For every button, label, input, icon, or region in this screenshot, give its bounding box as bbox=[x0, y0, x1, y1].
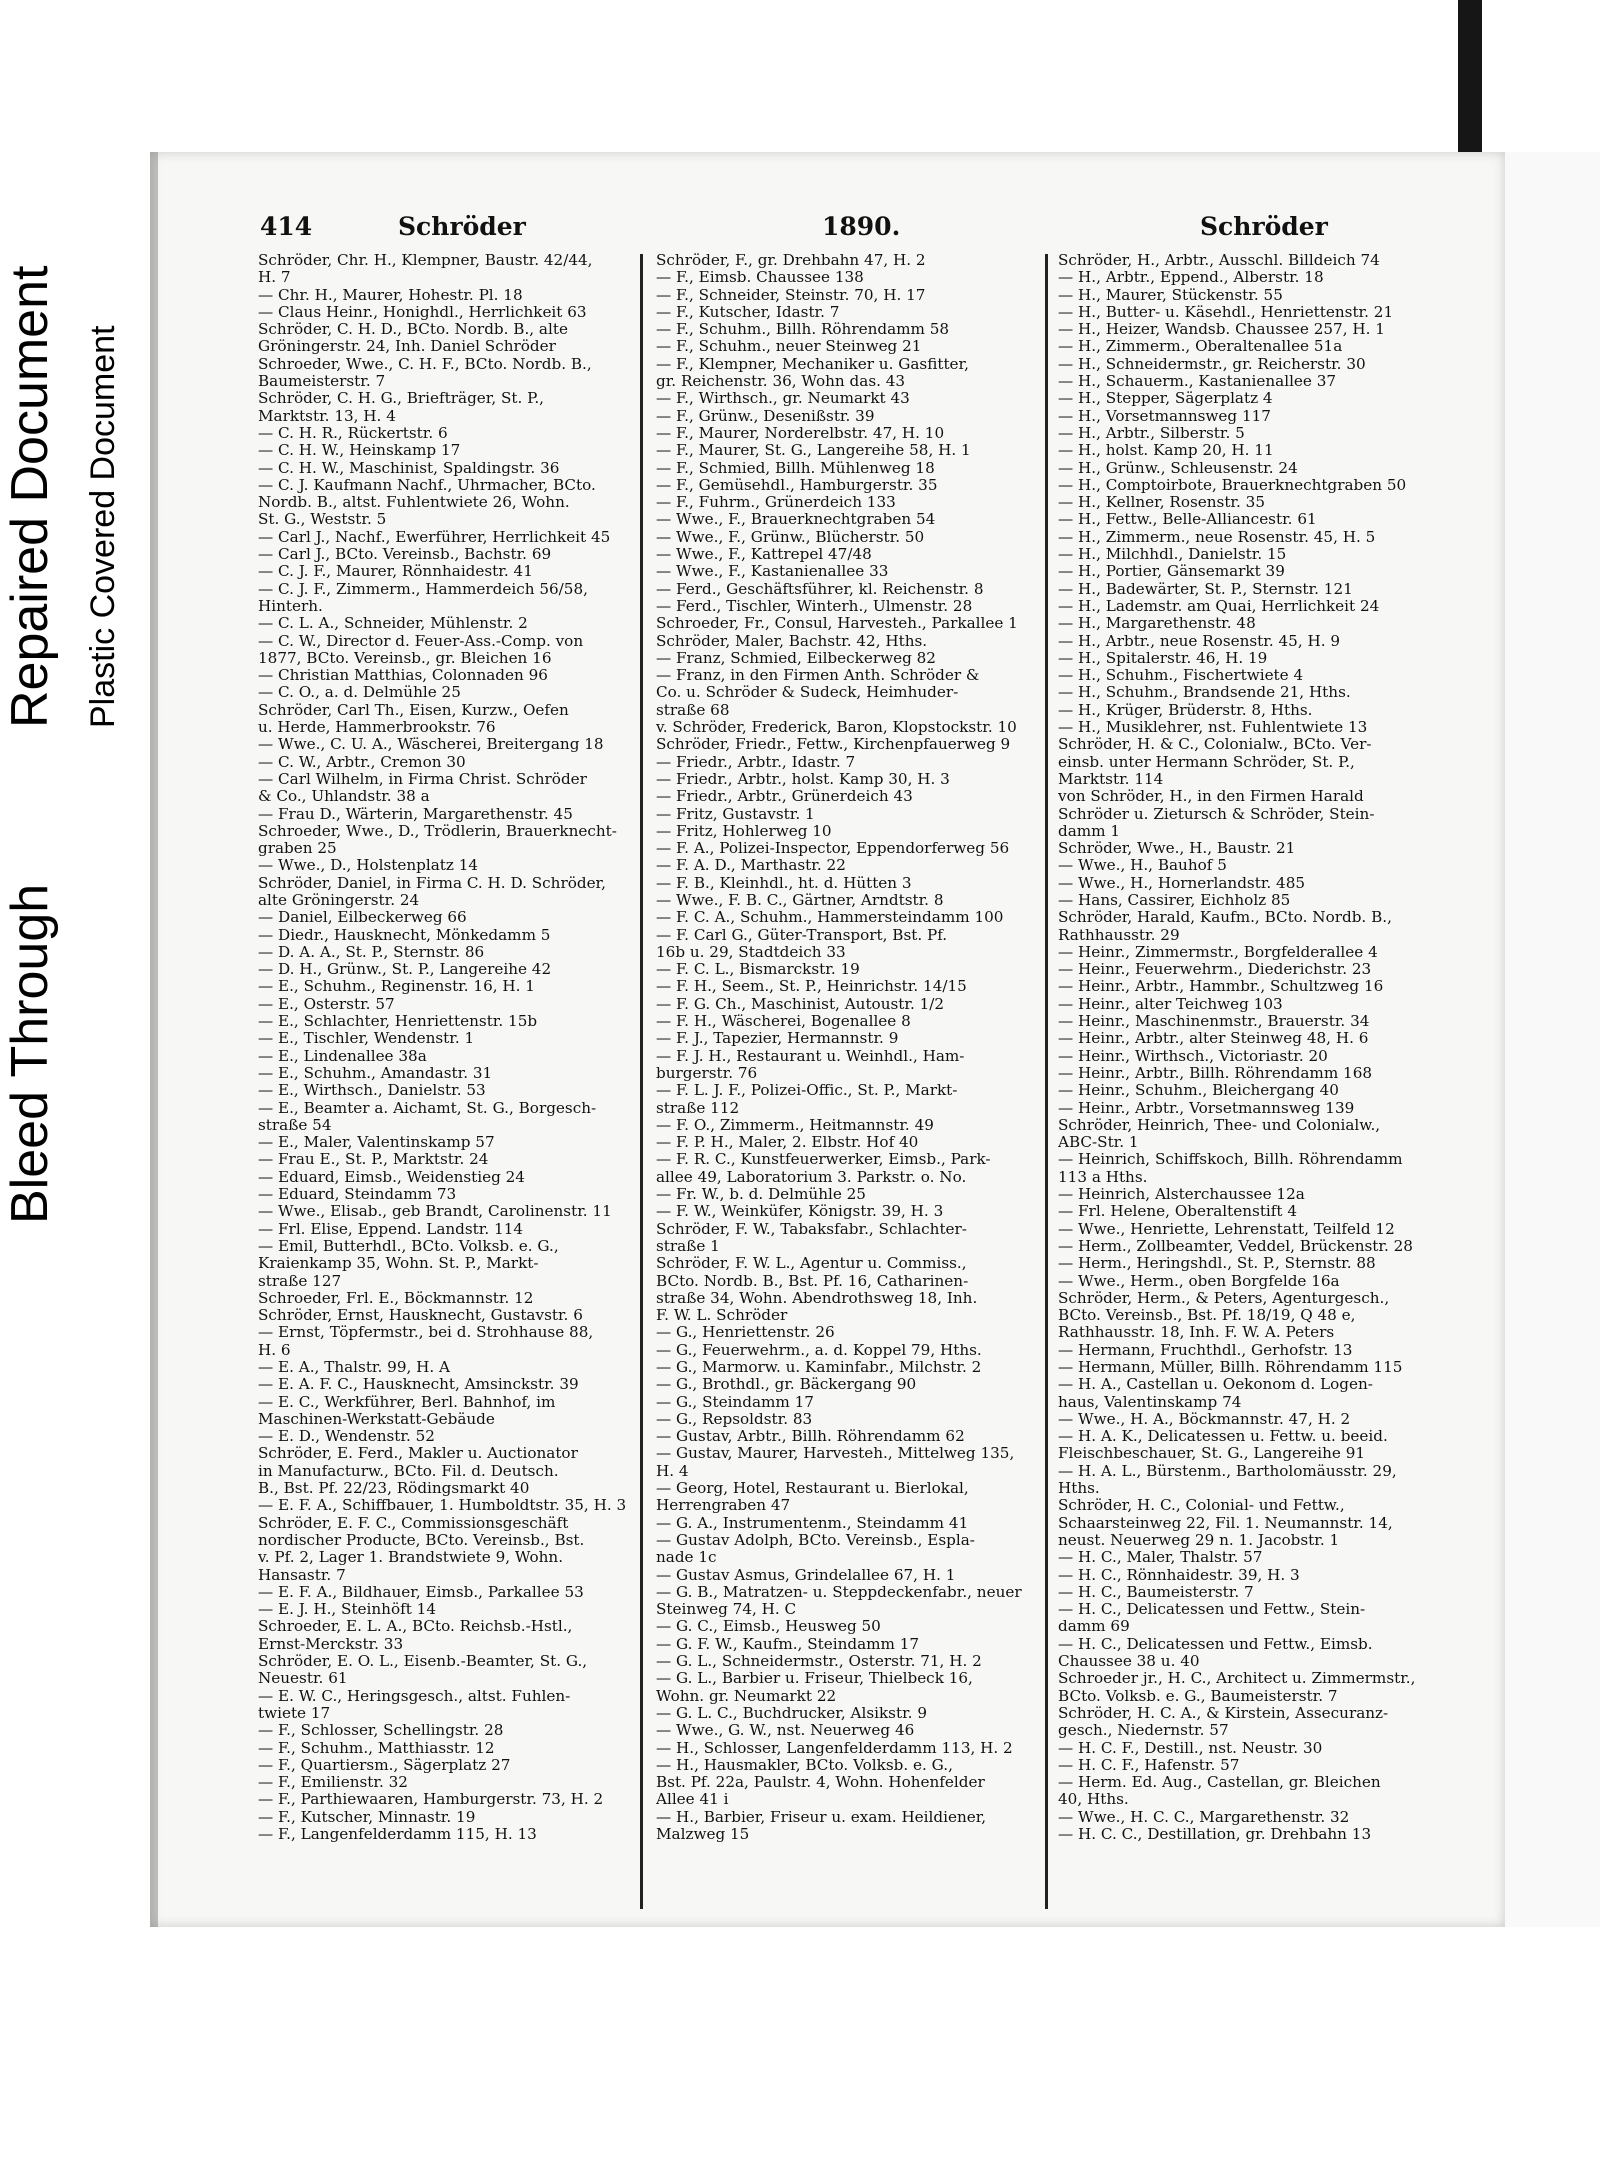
directory-entry-line: graben 25 bbox=[258, 839, 337, 858]
directory-entry-line: — H. C. F., Destill., nst. Neustr. 30 bbox=[1058, 1738, 1323, 1757]
directory-entry-line: gesch., Niedernstr. 57 bbox=[1058, 1721, 1229, 1740]
directory-entry-line: H. 4 bbox=[656, 1461, 689, 1480]
directory-entry-line: — Heinr., Feuerwehrm., Diederichstr. 23 bbox=[1058, 960, 1372, 979]
directory-entry-line: — C. J. F., Maurer, Rönnhaidestr. 41 bbox=[258, 562, 533, 581]
directory-entry-line: Marktstr. 114 bbox=[1058, 769, 1164, 788]
directory-entry-line: nade 1c bbox=[656, 1548, 717, 1567]
directory-entry-line: — F. W., Weinküfer, Königstr. 39, H. 3 bbox=[656, 1202, 944, 1221]
directory-entry-line: alte Gröningerstr. 24 bbox=[258, 890, 420, 909]
directory-entry-line: u. Herde, Hammerbrookstr. 76 bbox=[258, 718, 496, 737]
directory-entry-line: — Carl Wilhelm, in Firma Christ. Schröder bbox=[258, 769, 587, 788]
directory-entry-line: — F., Schmied, Billh. Mühlenweg 18 bbox=[656, 458, 935, 477]
directory-entry-line: Kraienkamp 35, Wohn. St. P., Markt- bbox=[258, 1254, 539, 1273]
directory-entry-line: Nordb. B., altst. Fuhlentwiete 26, Wohn. bbox=[258, 493, 570, 512]
directory-entry-line: — Fritz, Gustavstr. 1 bbox=[656, 804, 815, 823]
directory-entry-line: — Heinrich, Alsterchaussee 12a bbox=[1058, 1185, 1305, 1204]
directory-entry-line: — G., Brothdl., gr. Bäckergang 90 bbox=[656, 1375, 917, 1394]
column-rule bbox=[1045, 254, 1048, 1909]
directory-entry-line: — Fr. W., b. d. Delmühle 25 bbox=[656, 1185, 866, 1204]
directory-entry-line: gr. Reichenstr. 36, Wohn das. 43 bbox=[656, 372, 906, 391]
directory-entry-line: — Wwe., F., Kattrepel 47/48 bbox=[656, 545, 872, 564]
directory-entry-line: Schröder u. Zietursch & Schröder, Stein- bbox=[1058, 804, 1375, 823]
directory-entry-line: — Eduard, Steindamm 73 bbox=[258, 1185, 457, 1204]
directory-entry-line: — F., Emilienstr. 32 bbox=[258, 1773, 408, 1792]
directory-entry-line: Wohn. gr. Neumarkt 22 bbox=[656, 1686, 837, 1705]
directory-entry-line: — C. H. W., Maschinist, Spaldingstr. 36 bbox=[258, 458, 560, 477]
directory-entry-line: — F., Parthiewaaren, Hamburgerstr. 73, H. 2 bbox=[258, 1790, 604, 1809]
directory-entry-line: Schröder, F., gr. Drehbahn 47, H. 2 bbox=[656, 252, 926, 269]
directory-entry-line: — H., Zimmerm., neue Rosenstr. 45, H. 5 bbox=[1058, 527, 1376, 546]
directory-entry-line: — Heinrich, Schiffskoch, Billh. Röhrendamm bbox=[1058, 1150, 1403, 1169]
directory-entry-line: Schröder, E. O. L., Eisenb.-Beamter, St. G., bbox=[258, 1652, 588, 1671]
directory-entry-line: BCto. Vereinsb., Bst. Pf. 18/19, Q 48 e, bbox=[1058, 1306, 1356, 1325]
directory-entry-line: — C. O., a. d. Delmühle 25 bbox=[258, 683, 461, 702]
directory-entry-line: — Christian Matthias, Colonnaden 96 bbox=[258, 666, 548, 685]
directory-entry-line: — F. Carl G., Güter-Transport, Bst. Pf. bbox=[656, 925, 948, 944]
directory-entry-line: Schröder, Chr. H., Klempner, Baustr. 42/44, bbox=[258, 252, 593, 269]
directory-entry-line: — Wwe., H. C. C., Margarethenstr. 32 bbox=[1058, 1807, 1350, 1826]
directory-entry-line: Baumeisterstr. 7 bbox=[258, 372, 386, 391]
directory-entry-line: — H. C. F., Hafenstr. 57 bbox=[1058, 1755, 1240, 1774]
directory-entry-line: Hinterh. bbox=[258, 596, 323, 615]
directory-entry-line: Schröder, Daniel, in Firma C. H. D. Schröder, bbox=[258, 873, 606, 892]
directory-entry-line: — E., Lindenallee 38a bbox=[258, 1046, 427, 1065]
directory-entry-line: — H. A. K., Delicatessen u. Fettw. u. beeid. bbox=[1058, 1427, 1388, 1446]
directory-entry-line: — E. C., Werkführer, Berl. Bahnhof, im bbox=[258, 1392, 556, 1411]
directory-entry-line: — Gustav, Arbtr., Billh. Röhrendamm 62 bbox=[656, 1427, 965, 1446]
directory-entry-line: 1877, BCto. Vereinsb., gr. Bleichen 16 bbox=[258, 648, 552, 667]
directory-entry-line: BCto. Nordb. B., Bst. Pf. 16, Catharinen- bbox=[656, 1271, 969, 1290]
page-number: 414 bbox=[260, 212, 313, 241]
directory-entry-line: — Heinr., Schuhm., Bleichergang 40 bbox=[1058, 1081, 1339, 1100]
directory-entry-line: — Wwe., H., Bauhof 5 bbox=[1058, 856, 1227, 875]
directory-entry-line: Schroeder, Frl. E., Böckmannstr. 12 bbox=[258, 1288, 534, 1307]
directory-entry-line: Rathhausstr. 18, Inh. F. W. A. Peters bbox=[1058, 1323, 1335, 1342]
directory-entry-line: — F. C. A., Schuhm., Hammersteindamm 100 bbox=[656, 908, 1004, 927]
directory-entry-line: — H., Spitalerstr. 46, H. 19 bbox=[1058, 648, 1268, 667]
directory-entry-line: — E. A., Thalstr. 99, H. A bbox=[258, 1358, 451, 1376]
directory-entry-line: Schröder, Friedr., Fettw., Kirchenpfauerweg 9 bbox=[656, 735, 1011, 754]
directory-entry-line: — G. L., Barbier u. Friseur, Thielbeck 16, bbox=[656, 1669, 973, 1688]
directory-entry-line: — Hermann, Fruchthdl., Gerhofstr. 13 bbox=[1058, 1340, 1353, 1359]
directory-entry-line: — E. F. A., Schiffbauer, 1. Humboldtstr. 35, H. 3 bbox=[258, 1496, 627, 1515]
directory-entry-line: — G., Repsoldstr. 83 bbox=[656, 1409, 813, 1428]
directory-entry-line: — H., Fettw., Belle-Alliancestr. 61 bbox=[1058, 510, 1317, 529]
directory-entry-line: — Heinr., Arbtr., Hammbr., Schultzweg 16 bbox=[1058, 977, 1384, 996]
directory-column-3 bbox=[1058, 252, 1448, 1912]
directory-entry-line: — Claus Heinr., Honighdl., Herrlichkeit 63 bbox=[258, 302, 587, 321]
directory-entry-line: von Schröder, H., in den Firmen Harald bbox=[1058, 787, 1364, 806]
directory-entry-line: damm 69 bbox=[1058, 1617, 1130, 1636]
directory-entry-line: — H., Schuhm., Fischertwiete 4 bbox=[1058, 666, 1304, 685]
directory-entry-line: — F. J., Tapezier, Hermannstr. 9 bbox=[656, 1029, 899, 1048]
directory-entry-line: Marktstr. 13, H. 4 bbox=[258, 406, 396, 425]
repaired-document-label: Repaired Document bbox=[1, 265, 59, 728]
directory-entry-line: — Diedr., Hausknecht, Mönkedamm 5 bbox=[258, 925, 551, 944]
directory-entry-line: — Herm., Zollbeamter, Veddel, Brückenstr. 28 bbox=[1058, 1236, 1413, 1255]
directory-entry-line: — E. J. H., Steinhöft 14 bbox=[258, 1600, 436, 1619]
directory-entry-line: — G. F. W., Kaufm., Steindamm 17 bbox=[656, 1634, 920, 1653]
directory-entry-line: — Frau E., St. P., Marktstr. 24 bbox=[258, 1150, 489, 1169]
directory-entry-line: — Wwe., Henriette, Lehrenstatt, Teilfeld 12 bbox=[1058, 1219, 1395, 1238]
directory-entry-line: — Frau D., Wärterin, Margarethenstr. 45 bbox=[258, 804, 573, 823]
directory-entry-line: — C. H. W., Heinskamp 17 bbox=[258, 441, 461, 460]
directory-entry-line: Malzweg 15 bbox=[656, 1825, 750, 1844]
directory-entry-line: Schröder, Heinrich, Thee- und Colonialw., bbox=[1058, 1115, 1381, 1134]
directory-entry-line: Schröder, H., Arbtr., Ausschl. Billdeich 74 bbox=[1058, 252, 1380, 269]
directory-entry-line: — C. H. R., Rückertstr. 6 bbox=[258, 423, 448, 442]
directory-entry-line: — F. O., Zimmerm., Heitmannstr. 49 bbox=[656, 1115, 934, 1134]
column-rule bbox=[640, 254, 643, 1909]
directory-entry-line: — C. W., Director d. Feuer-Ass.-Comp. von bbox=[258, 631, 584, 650]
directory-entry-line: — E., Schuhm., Amandastr. 31 bbox=[258, 1063, 493, 1082]
directory-entry-line: St. G., Weststr. 5 bbox=[258, 510, 387, 529]
directory-entry-line: straße 1 bbox=[656, 1236, 720, 1255]
directory-entry-line: — Georg, Hotel, Restaurant u. Bierlokal, bbox=[656, 1479, 969, 1498]
directory-entry-line: — G., Marmorw. u. Kaminfabr., Milchstr. 2 bbox=[656, 1358, 982, 1376]
directory-entry-line: — H., Krüger, Brüderstr. 8, Hths. bbox=[1058, 700, 1313, 719]
directory-entry-line: Schroeder, E. L. A., BCto. Reichsb.-Hstl., bbox=[258, 1617, 573, 1636]
directory-entry-line: — Eduard, Eimsb., Weidenstieg 24 bbox=[258, 1167, 525, 1186]
directory-entry-line: ABC-Str. 1 bbox=[1058, 1133, 1139, 1152]
scanned-page bbox=[150, 152, 1505, 1927]
directory-entry-line: — F. G. Ch., Maschinist, Autoustr. 1/2 bbox=[656, 994, 945, 1013]
directory-entry-line: — C. W., Arbtr., Cremon 30 bbox=[258, 752, 466, 771]
directory-entry-line: — F., Eimsb. Chaussee 138 bbox=[656, 268, 864, 287]
directory-entry-line: — H., Grünw., Schleusenstr. 24 bbox=[1058, 458, 1298, 477]
directory-entry-line: — F., Gemüsehdl., Hamburgerstr. 35 bbox=[656, 475, 938, 494]
directory-entry-line: — G. C., Eimsb., Heusweg 50 bbox=[656, 1617, 881, 1636]
directory-entry-line: — F., Schuhm., Billh. Röhrendamm 58 bbox=[656, 320, 950, 339]
directory-entry-line: — F. A., Polizei-Inspector, Eppendorferweg 56 bbox=[656, 839, 1010, 858]
directory-entry-line: — H., Arbtr., neue Rosenstr. 45, H. 9 bbox=[1058, 631, 1341, 650]
directory-entry-line: — E., Schlachter, Henriettenstr. 15b bbox=[258, 1012, 538, 1031]
directory-entry-line: — E. D., Wendenstr. 52 bbox=[258, 1427, 435, 1446]
directory-entry-line: Bst. Pf. 22a, Paulstr. 4, Wohn. Hohenfelder bbox=[656, 1773, 985, 1792]
directory-entry-line: — F., Schuhm., Matthiasstr. 12 bbox=[258, 1738, 495, 1757]
directory-entry-line: — Hans, Cassirer, Eichholz 85 bbox=[1058, 890, 1291, 909]
directory-entry-line: F. W. L. Schröder bbox=[656, 1306, 788, 1325]
directory-entry-line: — H. A., Castellan u. Oekonom d. Logen- bbox=[1058, 1375, 1373, 1394]
directory-entry-line: — Wwe., Herm., oben Borgfelde 16a bbox=[1058, 1271, 1340, 1290]
directory-entry-line: Schröder, E. F. C., Commissionsgeschäft bbox=[258, 1513, 569, 1532]
directory-entry-line: — E., Maler, Valentinskamp 57 bbox=[258, 1133, 495, 1152]
directory-entry-line: — F. R. C., Kunstfeuerwerker, Eimsb., Park- bbox=[656, 1150, 991, 1169]
running-head-right: Schröder bbox=[1200, 212, 1328, 241]
directory-entry-line: — Frl. Elise, Eppend. Landstr. 114 bbox=[258, 1219, 524, 1238]
directory-column-1 bbox=[258, 252, 648, 1912]
directory-entry-line: damm 1 bbox=[1058, 821, 1121, 840]
directory-entry-line: straße 54 bbox=[258, 1115, 332, 1134]
directory-entry-line: Maschinen-Werkstatt-Gebäude bbox=[258, 1409, 495, 1428]
directory-entry-line: — Fritz, Hohlerweg 10 bbox=[656, 821, 832, 840]
directory-entry-line: Schröder, Wwe., H., Baustr. 21 bbox=[1058, 839, 1296, 858]
directory-entry-line: — E. F. A., Bildhauer, Eimsb., Parkallee 53 bbox=[258, 1582, 584, 1601]
directory-entry-line: — H., Arbtr., Eppend., Alberstr. 18 bbox=[1058, 268, 1324, 287]
directory-entry-line: Schroeder, Wwe., C. H. F., BCto. Nordb. B., bbox=[258, 354, 592, 373]
directory-entry-line: — C. L. A., Schneider, Mühlenstr. 2 bbox=[258, 614, 528, 633]
directory-entry-line: — F. H., Wäscherei, Bogenallee 8 bbox=[656, 1012, 911, 1031]
directory-entry-line: neust. Neuerweg 29 n. 1. Jacobstr. 1 bbox=[1058, 1530, 1340, 1549]
page-edge bbox=[150, 152, 158, 1927]
directory-entry-line: — Heinr., Zimmermstr., Borgfelderallee 4 bbox=[1058, 942, 1378, 961]
directory-entry-line: — Carl J., BCto. Vereinsb., Bachstr. 69 bbox=[258, 545, 552, 564]
directory-entry-line: — Wwe., D., Holstenplatz 14 bbox=[258, 856, 479, 875]
directory-entry-line: in Manufacturw., BCto. Fil. d. Deutsch. bbox=[258, 1461, 559, 1480]
directory-entry-line: — H. C., Maler, Thalstr. 57 bbox=[1058, 1548, 1263, 1567]
directory-entry-line: — H., Margarethenstr. 48 bbox=[1058, 614, 1256, 633]
directory-entry-line: — Hermann, Müller, Billh. Röhrendamm 115 bbox=[1058, 1358, 1403, 1376]
directory-entry-line: — Heinr., Arbtr., Vorsetmannsweg 139 bbox=[1058, 1098, 1355, 1117]
directory-entry-line: straße 68 bbox=[656, 700, 730, 719]
directory-entry-line: straße 34, Wohn. Abendrothsweg 18, Inh. bbox=[656, 1288, 978, 1307]
directory-entry-line: — F., Fuhrm., Grünerdeich 133 bbox=[656, 493, 896, 512]
directory-entry-line: 113 a Hths. bbox=[1058, 1167, 1148, 1186]
directory-entry-line: Co. u. Schröder & Sudeck, Heimhuder- bbox=[656, 683, 959, 702]
directory-entry-line: — H. C., Delicatessen und Fettw., Stein- bbox=[1058, 1600, 1366, 1619]
directory-entry-line: 16b u. 29, Stadtdeich 33 bbox=[656, 942, 846, 961]
directory-entry-line: Schröder, H. & C., Colonialw., BCto. Ver- bbox=[1058, 735, 1372, 754]
directory-entry-line: — Gustav Adolph, BCto. Vereinsb., Espla- bbox=[656, 1530, 975, 1549]
running-head-left: Schröder bbox=[398, 212, 526, 241]
directory-entry-line: — H., Portier, Gänsemarkt 39 bbox=[1058, 562, 1285, 581]
directory-entry-line: — H., Hausmakler, BCto. Volksb. e. G., bbox=[656, 1755, 953, 1774]
directory-entry-line: — Friedr., Arbtr., holst. Kamp 30, H. 3 bbox=[656, 769, 950, 788]
directory-entry-line: — H. C., Delicatessen und Fettw., Eimsb. bbox=[1058, 1634, 1373, 1653]
directory-entry-line: — H., Vorsetmannsweg 117 bbox=[1058, 406, 1271, 425]
directory-entry-line: — H., Badewärter, St. P., Sternstr. 121 bbox=[1058, 579, 1353, 598]
directory-entry-line: Schröder, Carl Th., Eisen, Kurzw., Oefen bbox=[258, 700, 569, 719]
directory-entry-line: — H., Maurer, Stückenstr. 55 bbox=[1058, 285, 1283, 304]
directory-entry-line: v. Pf. 2, Lager 1. Brandstwiete 9, Wohn. bbox=[258, 1548, 564, 1567]
page-header bbox=[150, 212, 1505, 252]
directory-entry-line: Schroeder jr., H. C., Architect u. Zimmermstr., bbox=[1058, 1669, 1416, 1688]
directory-entry-line: nordischer Producte, BCto. Vereinsb., Bst. bbox=[258, 1530, 585, 1549]
directory-entry-line: — F. B., Kleinhdl., ht. d. Hütten 3 bbox=[656, 873, 912, 892]
directory-entry-line: — H., Butter- u. Käsehdl., Henriettenstr. 21 bbox=[1058, 302, 1394, 321]
directory-entry-line: Neuestr. 61 bbox=[258, 1669, 348, 1688]
directory-column-2 bbox=[656, 252, 1046, 1912]
directory-entry-line: allee 49, Laboratorium 3. Parkstr. o. No. bbox=[656, 1167, 967, 1186]
directory-entry-line: — F., Wirthsch., gr. Neumarkt 43 bbox=[656, 389, 910, 408]
directory-entry-line: Rathhausstr. 29 bbox=[1058, 925, 1180, 944]
directory-entry-line: — F. J. H., Restaurant u. Weinhdl., Ham- bbox=[656, 1046, 965, 1065]
directory-entry-line: — H., Schlosser, Langenfelderdamm 113, H. 2 bbox=[656, 1738, 1013, 1757]
directory-entry-line: — F. L. J. F., Polizei-Offic., St. P., Markt- bbox=[656, 1081, 958, 1100]
directory-entry-line: — G. L. C., Buchdrucker, Alsikstr. 9 bbox=[656, 1703, 927, 1722]
directory-entry-line: — Heinr., alter Teichweg 103 bbox=[1058, 994, 1283, 1013]
directory-entry-line: Allee 41 i bbox=[656, 1790, 729, 1809]
directory-entry-line: Schroeder, Fr., Consul, Harvestеh., Parkallee 1 bbox=[656, 614, 1018, 633]
directory-entry-line: — F. C. L., Bismarckstr. 19 bbox=[656, 960, 860, 979]
directory-entry-line: — Ferd., Tischler, Winterh., Ulmenstr. 28 bbox=[656, 596, 973, 615]
directory-entry-line: — H., Schuhm., Brandsende 21, Hths. bbox=[1058, 683, 1351, 702]
directory-entry-line: — D. H., Grünw., St. P., Langereihe 42 bbox=[258, 960, 552, 979]
directory-entry-line: Schröder, F. W. L., Agentur u. Commiss., bbox=[656, 1254, 967, 1273]
directory-entry-line: — Wwe., C. U. A., Wäscherei, Breitergang 18 bbox=[258, 735, 604, 754]
directory-entry-line: Ernst-Merckstr. 33 bbox=[258, 1634, 404, 1653]
directory-entry-line: — H., Arbtr., Silberstr. 5 bbox=[1058, 423, 1245, 442]
directory-entry-line: H. 6 bbox=[258, 1340, 291, 1359]
directory-entry-line: — Emil, Butterhdl., BCto. Volksb. e. G., bbox=[258, 1236, 559, 1255]
directory-entry-line: — F., Klempner, Mechaniker u. Gasfitter, bbox=[656, 354, 969, 373]
directory-entry-line: — Wwe., F., Kastanienallee 33 bbox=[656, 562, 889, 581]
directory-entry-line: Steinweg 74, H. C bbox=[656, 1600, 797, 1619]
directory-entry-line: — Heinr., Arbtr., alter Steinweg 48, H. 6 bbox=[1058, 1029, 1369, 1048]
directory-entry-line: — H., Musiklehrer, nst. Fuhlentwiete 13 bbox=[1058, 718, 1368, 737]
directory-entry-line: v. Schröder, Frederick, Baron, Klopstockstr. 10 bbox=[656, 718, 1017, 737]
directory-entry-line: Schröder, C. H. D., BCto. Nordb. B., alte bbox=[258, 320, 568, 339]
directory-entry-line: — F., Schneider, Steinstr. 70, H. 17 bbox=[656, 285, 926, 304]
directory-entry-line: — F., Kutscher, Minnastr. 19 bbox=[258, 1807, 476, 1826]
directory-entry-line: — Gustav Asmus, Grindelallee 67, H. 1 bbox=[656, 1565, 956, 1584]
directory-entry-line: — G., Feuerwehrm., a. d. Koppel 79, Hths. bbox=[656, 1340, 982, 1359]
directory-entry-line: Schröder, E. Ferd., Makler u. Auctionator bbox=[258, 1444, 578, 1463]
directory-entry-line: — E., Tischler, Wendenstr. 1 bbox=[258, 1029, 475, 1048]
directory-entry-line: — Gustav, Maurer, Harvesteh., Mittelweg 135, bbox=[656, 1444, 1015, 1463]
directory-entry-line: — Wwe., F., Brauerknechtgraben 54 bbox=[656, 510, 936, 529]
directory-entry-line: — F., Maurer, Norderelbstr. 47, H. 10 bbox=[656, 423, 945, 442]
directory-entry-line: — H., Milchhdl., Danielstr. 15 bbox=[1058, 545, 1287, 564]
directory-entry-line: — H., Kellner, Rosenstr. 35 bbox=[1058, 493, 1266, 512]
directory-entry-line: — H. C. C., Destillation, gr. Drehbahn 13 bbox=[1058, 1825, 1372, 1844]
directory-entry-line: — F., Schlosser, Schellingstr. 28 bbox=[258, 1721, 504, 1740]
directory-entry-line: — F., Langenfelderdamm 115, H. 13 bbox=[258, 1825, 537, 1844]
directory-entry-line: — H. A. L., Bürstenm., Bartholomäusstr. 29, bbox=[1058, 1461, 1397, 1480]
directory-entry-line: — E. W. C., Heringsgesch., altst. Fuhlen- bbox=[258, 1686, 571, 1705]
directory-entry-line: Hths. bbox=[1058, 1479, 1100, 1498]
directory-entry-line: twiete 17 bbox=[258, 1703, 331, 1722]
bleed-through-label: Bleed Through bbox=[1, 883, 59, 1224]
directory-entry-line: — F. P. H., Maler, 2. Elbstr. Hof 40 bbox=[656, 1133, 919, 1152]
directory-entry-line: — Wwe., H., Hornerlandstr. 485 bbox=[1058, 873, 1306, 892]
directory-entry-line: Herrengraben 47 bbox=[656, 1496, 791, 1515]
directory-entry-line: straße 112 bbox=[656, 1098, 740, 1117]
directory-entry-line: — F. A. D., Marthastr. 22 bbox=[656, 856, 846, 875]
directory-entry-line: — Heinr., Maschinenmstr., Brauerstr. 34 bbox=[1058, 1012, 1370, 1031]
bleed-through-strip bbox=[1505, 152, 1600, 1927]
directory-entry-line: — H., Comptoirbote, Brauerknechtgraben 50 bbox=[1058, 475, 1407, 494]
directory-entry-line: — H. C., Baumeisterstr. 7 bbox=[1058, 1582, 1254, 1601]
directory-entry-line: Fleischbeschauer, St. G., Langereihe 91 bbox=[1058, 1444, 1366, 1463]
directory-entry-line: haus, Valentinskamp 74 bbox=[1058, 1392, 1242, 1411]
directory-entry-line: Schroeder, Wwe., D., Trödlerin, Brauerknecht- bbox=[258, 821, 617, 840]
directory-entry-line: — Franz, Schmied, Eilbeckerweg 82 bbox=[656, 648, 936, 667]
directory-entry-line: — F., Grünw., Desenißstr. 39 bbox=[656, 406, 875, 425]
directory-entry-line: — Herm., Heringshdl., St. P., Sternstr. 88 bbox=[1058, 1254, 1376, 1273]
directory-entry-line: — Ernst, Töpfermstr., bei d. Strohhause 88, bbox=[258, 1323, 594, 1342]
directory-entry-line: & Co., Uhlandstr. 38 a bbox=[258, 787, 430, 806]
directory-entry-line: — H., Stepper, Sägerplatz 4 bbox=[1058, 389, 1273, 408]
directory-entry-line: — Friedr., Arbtr., Idastr. 7 bbox=[656, 752, 856, 771]
directory-entry-line: — C. J. F., Zimmerm., Hammerdeich 56/58, bbox=[258, 579, 588, 598]
directory-entry-line: Schröder, Herm., & Peters, Agenturgesch., bbox=[1058, 1288, 1390, 1307]
directory-entry-line: — Wwe., H. A., Böckmannstr. 47, H. 2 bbox=[1058, 1409, 1351, 1428]
running-head-year: 1890. bbox=[822, 212, 901, 241]
clip-band bbox=[1458, 0, 1482, 155]
directory-entry-line: Schaarsteinweg 22, Fil. 1. Neumannstr. 14, bbox=[1058, 1513, 1393, 1532]
directory-entry-line: — Ferd., Geschäftsführer, kl. Reichenstr. 8 bbox=[656, 579, 984, 598]
directory-entry-line: — F., Maurer, St. G., Langereihe 58, H. 1 bbox=[656, 441, 971, 460]
directory-entry-line: — F. H., Seem., St. P., Heinrichstr. 14/15 bbox=[656, 977, 967, 996]
directory-entry-line: burgerstr. 76 bbox=[656, 1063, 758, 1082]
directory-entry-line: — Franz, in den Firmen Anth. Schröder & bbox=[656, 666, 980, 685]
directory-entry-line: — G., Henriettenstr. 26 bbox=[656, 1323, 835, 1342]
directory-entry-line: — H., Schneidermstr., gr. Reicherstr. 30 bbox=[1058, 354, 1366, 373]
directory-entry-line: Chaussee 38 u. 40 bbox=[1058, 1652, 1200, 1671]
directory-entry-line: — H., Lademstr. am Quai, Herrlichkeit 24 bbox=[1058, 596, 1380, 615]
directory-entry-line: H. 7 bbox=[258, 268, 291, 287]
directory-entry-line: — H. C., Rönnhaidestr. 39, H. 3 bbox=[1058, 1565, 1300, 1584]
plastic-covered-label: Plastic Covered Document bbox=[84, 325, 122, 728]
directory-entry-line: Schröder, F. W., Tabaksfabr., Schlachter- bbox=[656, 1219, 967, 1238]
directory-entry-line: BCto. Volksb. e. G., Baumeisterstr. 7 bbox=[1058, 1686, 1338, 1705]
directory-entry-line: — Carl J., Nachf., Ewerführer, Herrlichkeit 45 bbox=[258, 527, 611, 546]
directory-entry-line: straße 127 bbox=[258, 1271, 342, 1290]
directory-entry-line: — E. A. F. C., Hausknecht, Amsinckstr. 39 bbox=[258, 1375, 579, 1394]
directory-entry-line: Schröder, Harald, Kaufm., BCto. Nordb. B., bbox=[1058, 908, 1392, 927]
directory-entry-line: — H., Barbier, Friseur u. exam. Heildiener, bbox=[656, 1807, 987, 1826]
directory-entry-line: Schröder, C. H. G., Briefträger, St. P., bbox=[258, 389, 544, 408]
directory-entry-line: — F., Quartiersm., Sägerplatz 27 bbox=[258, 1755, 511, 1774]
directory-entry-line: — H., Heizer, Wandsb. Chaussee 257, H. 1 bbox=[1058, 320, 1385, 339]
directory-entry-line: B., Bst. Pf. 22/23, Rödingsmarkt 40 bbox=[258, 1479, 530, 1498]
directory-entry-line: — Frl. Helene, Oberaltenstift 4 bbox=[1058, 1202, 1298, 1221]
directory-entry-line: — F., Kutscher, Idastr. 7 bbox=[656, 302, 840, 321]
directory-entry-line: — H., Zimmerm., Oberaltenallee 51a bbox=[1058, 337, 1343, 356]
directory-entry-line: — G. L., Schneidermstr., Osterstr. 71, H. 2 bbox=[656, 1652, 982, 1671]
directory-entry-line: — Daniel, Eilbeckerweg 66 bbox=[258, 908, 467, 927]
directory-entry-line: Schröder, H. C., Colonial- und Fettw., bbox=[1058, 1496, 1345, 1515]
directory-entry-line: — H., Schauerm., Kastanienallee 37 bbox=[1058, 372, 1337, 391]
directory-entry-line: Hansastr. 7 bbox=[258, 1565, 346, 1584]
directory-entry-line: — C. J. Kaufmann Nachf., Uhrmacher, BCto. bbox=[258, 475, 596, 494]
directory-entry-line: — H., holst. Kamp 20, H. 11 bbox=[1058, 441, 1274, 460]
directory-entry-line: Gröningerstr. 24, Inh. Daniel Schröder bbox=[258, 337, 556, 356]
directory-entry-line: Schröder, H. C. A., & Kirstein, Assecuranz- bbox=[1058, 1703, 1389, 1722]
directory-entry-line: — Heinr., Wirthsch., Victoriastr. 20 bbox=[1058, 1046, 1328, 1065]
directory-entry-line: — Wwe., Elisab., geb Brandt, Carolinenstr. 11 bbox=[258, 1202, 612, 1221]
directory-entry-line: 40, Hths. bbox=[1058, 1790, 1129, 1809]
directory-entry-line: — Herm. Ed. Aug., Castellan, gr. Bleichen bbox=[1058, 1773, 1381, 1792]
directory-entry-line: — E., Schuhm., Reginenstr. 16, H. 1 bbox=[258, 977, 535, 996]
directory-entry-line: Schröder, Ernst, Hausknecht, Gustavstr. 6 bbox=[258, 1306, 583, 1325]
directory-entry-line: — Friedr., Arbtr., Grünerdeich 43 bbox=[656, 787, 913, 806]
directory-entry-line: — E., Wirthsch., Danielstr. 53 bbox=[258, 1081, 486, 1100]
directory-entry-line: — Wwe., F. B. C., Gärtner, Arndtstr. 8 bbox=[656, 890, 944, 909]
directory-entry-line: — G. A., Instrumentenm., Steindamm 41 bbox=[656, 1513, 969, 1532]
directory-entry-line: — Wwe., F., Grünw., Blücherstr. 50 bbox=[656, 527, 925, 546]
directory-entry-line: Schröder, Maler, Bachstr. 42, Hths. bbox=[656, 631, 928, 650]
directory-entry-line: — Wwe., G. W., nst. Neuerweg 46 bbox=[656, 1721, 915, 1740]
directory-entry-line: — G., Steindamm 17 bbox=[656, 1392, 814, 1411]
directory-entry-line: — G. B., Matratzen- u. Steppdeckenfabr., neuer bbox=[656, 1582, 1022, 1601]
directory-entry-line: — F., Schuhm., neuer Steinweg 21 bbox=[656, 337, 922, 356]
directory-entry-line: — Chr. H., Maurer, Hohestr. Pl. 18 bbox=[258, 285, 523, 304]
directory-entry-line: — E., Osterstr. 57 bbox=[258, 994, 395, 1013]
directory-entry-line: — D. A. A., St. P., Sternstr. 86 bbox=[258, 942, 485, 961]
directory-entry-line: — E., Beamter a. Aichamt, St. G., Borgesch- bbox=[258, 1098, 597, 1117]
directory-entry-line: — Heinr., Arbtr., Billh. Röhrendamm 168 bbox=[1058, 1063, 1373, 1082]
directory-entry-line: einsb. unter Hermann Schröder, St. P., bbox=[1058, 752, 1355, 771]
